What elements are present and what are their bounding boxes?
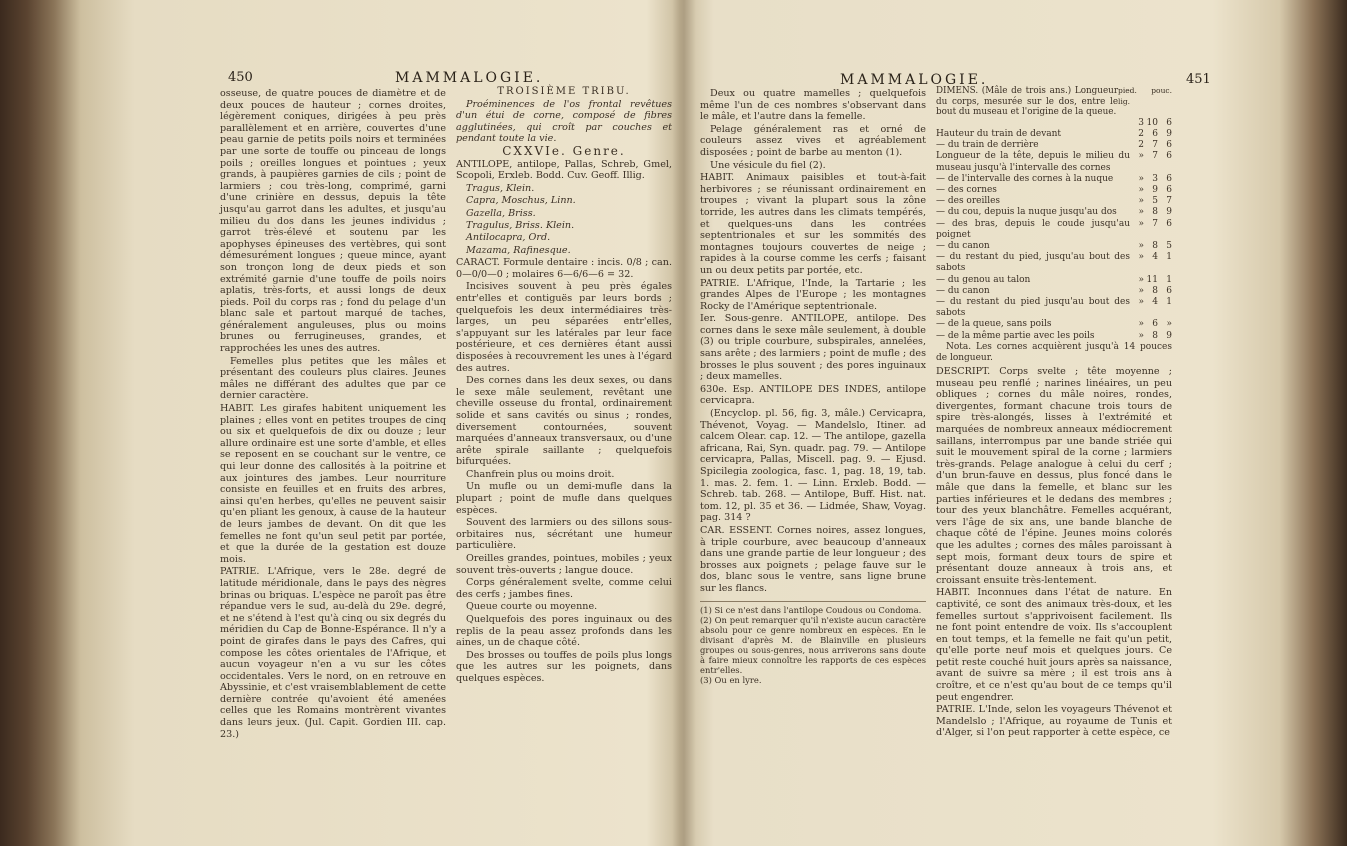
right-page [690, 20, 1250, 832]
paragraph: CARACT. Formule dentaire : incis. 0/8 ; can. 0—0/0—0 ; molaires 6—6/6—6 = 32. [456, 257, 672, 280]
left-column-1 [220, 88, 446, 741]
synonym: Mazama, Rafinesque. [466, 244, 571, 256]
measurement-inches: 7 [1152, 151, 1158, 162]
measurement-lines: 1 [1166, 252, 1172, 263]
measurement-label: — des bras, depuis le coude jusqu'au poignet [936, 218, 1130, 240]
nota: Nota. Les cornes acquièrent jusqu'à 14 pouces de longueur. [936, 341, 1172, 364]
measurement-row [936, 331, 1172, 342]
measurement-feet: 2 [1138, 140, 1144, 151]
measurement-feet: » [1138, 274, 1144, 285]
measurement-feet: » [1138, 330, 1144, 341]
measurement-inches: 4 [1152, 252, 1158, 263]
measurement-feet: » [1138, 207, 1144, 218]
measurement-feet: » [1138, 218, 1144, 229]
measurement-label: — du canon [936, 285, 990, 296]
measurement-row [936, 219, 1172, 241]
measurement-label: — du canon [936, 241, 990, 252]
tribe-heading: TROISIÈME TRIBU. [497, 86, 631, 97]
paragraph: CAR. ESSENT. Cornes noires, assez longues, à triple courbure, avec beaucoup d'anneaux dans une grande partie de leur longueur ; des brosses aux poignets ; pelage fauve sur le dos, blanc sous le ventre, sans ligne brune sur les flancs. [700, 524, 926, 594]
measurement-inches: 8 [1152, 241, 1158, 252]
measurement-feet: » [1138, 252, 1144, 263]
measurement-label: — du restant du pied, jusqu'au bout des sabots [936, 252, 1130, 274]
measurement-inches: 6 [1152, 128, 1158, 139]
measurement-lines: 1 [1166, 297, 1172, 308]
measurement-row [936, 151, 1172, 173]
measurement-inches: 7 [1152, 140, 1158, 151]
measurement-inches: 7 [1152, 218, 1158, 229]
paragraph: Deux ou quatre mamelles ; quelquefois même l'un de ces nombres s'observant dans le mâle, et l'autre dans la femelle. [700, 88, 926, 123]
measurement-inches: 10 [1146, 117, 1158, 128]
measurement-inches: 11 [1146, 274, 1158, 285]
synonym: Antilocapra, Ord. [466, 232, 551, 244]
right-column-1 [700, 88, 926, 685]
tribe-description: Proéminences de l'os frontal revêtues d'un étui de corne, composé de fibres agglutinées, qui croît par couches et pendant toute la vie. [456, 98, 672, 145]
measurement-lines: 7 [1166, 196, 1172, 207]
measurement-inches: 8 [1152, 207, 1158, 218]
measurement-label: Longueur de la tête, depuis le milieu du museau jusqu'à l'intervalle des cornes [936, 151, 1130, 173]
measurement-label [936, 118, 1130, 129]
measurement-label: — de l'intervalle des cornes à la nuque [936, 173, 1114, 184]
measurement-lines: 6 [1166, 185, 1172, 195]
measurement-inches: 3 [1152, 173, 1158, 184]
measurement-label: — du genou au talon [936, 274, 1031, 285]
measurement-row [936, 207, 1172, 218]
measurement-row [936, 129, 1172, 140]
measurement-label: — du train de derrière [936, 140, 1039, 151]
measurement-lines: 6 [1166, 218, 1172, 229]
measurement-row [936, 185, 1172, 196]
measurement-row [936, 118, 1172, 129]
measurement-lines: 9 [1166, 207, 1172, 218]
measurement-row [936, 252, 1172, 274]
measurement-feet: » [1138, 185, 1144, 195]
measurement-feet: 2 [1138, 128, 1144, 139]
synonym: Tragulus, Briss. Klein. [466, 219, 575, 231]
paragraph: HABIT. Animaux paisibles et tout-à-fait herbivores ; se réunissant ordinairement en troupes ; vivant la plupart sous la zône torride, les autres dans les climats tempérés, et quelques-uns dans les contrées septentrionales et sur les sommités des montagnes toujours couvertes de neige ; rapides à la course comme les cerfs ; faisant un ou deux petits par portée, etc. [700, 172, 926, 276]
measurement-label: — des cornes [936, 185, 997, 195]
measurement-lines: 1 [1166, 274, 1172, 285]
measurement-feet: 3 [1138, 117, 1144, 128]
paragraph: DESCRIPT. Corps svelte ; tête moyenne ; museau peu renflé ; narines linéaires, un peu obliques ; cornes du mâle noires, rondes, divergentes, formant chacune trois tours de spire très-alongés, lisses à l'extrémité et marquées de nombreux anneaux médiocrement saillans, interrompus par une bande striée qui suit le mouvement spiral de la corne ; larmiers très-grands. Pelage analogue à celui du cerf ; d'un brun-fauve en dessus, plus foncé dans le mâle que dans la femelle, et blanc sur les parties inférieures et le dedans des membres ; tour des yeux blanchâtre. Femelles acquérant, vers l'âge de six ans, une bande blanche de chaque côté de l'épine. Jeunes moins colorés que les adultes ; cornes des mâles paroissant à sept mois, formant deux tours de spire et présentant douze anneaux à trois ans, et croissant ensuite très-lentement. [936, 366, 1172, 586]
measurement-lines: 6 [1166, 140, 1172, 151]
measurement-lines: 6 [1166, 151, 1172, 162]
paragraph: osseuse, de quatre pouces de diamètre et de deux pouces de hauteur ; cornes droites, légèrement coniques, dirigées à peu près parallèlement et en arrière, couvertes d'une peau garnie de petits poils noirs et terminées par une sorte de touffe ou pinceau de longs poils ; oreilles longues et pointues ; yeux grands, à paupières garnies de cils ; point de larmiers ; cou très-long, comprimé, garni d'une crinière en dessus, depuis la tête jusqu'au garrot dans les adultes, et jusqu'au milieu du dos dans les jeunes individus ; garrot très-élevé et soutenu par les apophyses épineuses des vertèbres, qui sont démesurément longues ; queue mince, ayant son tronçon long de deux pieds et son extrémité garnie d'une touffe de poils noirs aplatis, très-forts, et aussi longs de deux pieds. Poil du corps ras ; fond du pelage d'un blanc sale et partout marqué de taches, généralement anguleuses, plus ou moins brunes ou ferrugineuses, grandes, et rapprochées les unes des autres. [220, 88, 446, 355]
measurement-inches: 5 [1152, 196, 1158, 207]
genus-heading: CXXVIe. Genre. [502, 143, 626, 158]
dimensions-units: pied. pouc. lig. [1118, 86, 1172, 106]
measurement-lines: 5 [1166, 241, 1172, 252]
paragraph: Oreilles grandes, pointues, mobiles ; yeux souvent très-ouverts ; langue douce. [456, 553, 672, 576]
running-head-left: MAMMALOGIE. [395, 70, 544, 86]
page-number-left: 450 [228, 70, 253, 85]
measurement-label: — du restant du pied jusqu'au bout des sabots [936, 297, 1130, 319]
right-column-2 [936, 86, 1172, 740]
measurement-label: — du cou, depuis la nuque jusqu'au dos [936, 207, 1117, 218]
measurement-inches: 6 [1152, 319, 1158, 330]
measurement-row [936, 196, 1172, 207]
paragraph: Une vésicule du fiel (2). [710, 159, 826, 171]
paragraph: PATRIE. L'Inde, selon les voyageurs Thévenot et Mandelslo ; l'Afrique, au royaume de Tunis et d'Alger, si l'on peut rapporter à cette espèce, ce [936, 704, 1172, 739]
synonym: Gazella, Briss. [466, 207, 536, 219]
genus-header: ANTILOPE, antilope, Pallas, Schreb, Gmel, Scopoli, Erxleb. Bodd. Cuv. Geoff. Illig. [456, 158, 672, 182]
paragraph: Incisives souvent à peu près égales entr'elles et contiguës par leurs bords ; quelquefois les deux intermédiaires très-larges, un peu séparées entr'elles, s'appuyant sur les latérales par leur face postérieure, et ces dernières étant aussi disposées à recouvrement les unes à l'égard des autres. [456, 281, 672, 374]
running-head-right: MAMMALOGIE. [840, 72, 989, 88]
synonym: Tragus, Klein. [466, 182, 535, 194]
paragraph: Pelage généralement ras et orné de couleurs assez vives et agréablement disposées ; point de barbe au menton (1). [700, 123, 926, 158]
paragraph: HABIT. Inconnues dans l'état de nature. En captivité, ce sont des animaux très-doux, et les femelles surtout s'apprivoisent facilement. Ils ne font point entendre de voix. Ils s'accouplent en tout temps, et la femelle ne fait qu'un petit, qu'elle porte neuf mois et quelques jours. Ce petit reste couché huit jours après sa naissance, avant de suivre sa mère ; il est trois ans à croître, et ce n'est qu'au bout de ce temps qu'il peut engendrer. [936, 587, 1172, 703]
measurements-table [936, 118, 1172, 342]
measurement-row [936, 286, 1172, 297]
measurement-row [936, 297, 1172, 319]
paragraph: Femelles plus petites que les mâles et présentant des couleurs plus claires. Jeunes mâles ne différant des adultes que par ce dernier caractère. [220, 355, 446, 402]
measurement-row [936, 319, 1172, 330]
species-heading: 630e. Esp. ANTILOPE DES INDES, antilope cervicapra. [700, 383, 926, 407]
footnote: (2) On peut remarquer qu'il n'existe aucun caractère absolu pour ce genre nombreux en espèces. En le divisant d'après M. de Blainville en plusieurs groupes ou sous-genres, nous arriverons sans doute à faire mieux connoître les rapports de ces espèces entr'elles. [700, 614, 926, 675]
paragraph: Corps généralement svelte, comme celui des cerfs ; jambes fines. [456, 577, 672, 600]
synonym-list [466, 183, 672, 257]
measurement-label: Hauteur du train de devant [936, 128, 1062, 139]
paragraph: Queue courte ou moyenne. [466, 601, 598, 613]
measurement-lines: 6 [1166, 117, 1172, 128]
paragraph: Chanfrein plus ou moins droit. [466, 468, 615, 480]
measurement-lines: 6 [1166, 173, 1172, 184]
measurement-row [936, 275, 1172, 286]
paragraph: Souvent des larmiers ou des sillons sous-orbitaires nus, sécrétant une humeur particulière. [456, 517, 672, 552]
measurement-lines: » [1166, 319, 1172, 330]
paragraph: PATRIE. L'Afrique, l'Inde, la Tartarie ; les grandes Alpes de l'Europe ; les montagnes Rocky de l'Amérique septentrionale. [700, 277, 926, 312]
measurement-row [936, 174, 1172, 185]
measurement-feet: » [1138, 241, 1144, 252]
paragraph: (Encyclop. pl. 56, fig. 3, mâle.) Cervicapra, Thévenot, Voyag. — Mandelslo, Itiner. ad calcem Olear. cap. 12. — The antilope, gazella africana, Rai, Syn. quadr. pag. 79. — Antilope cervicapra, Pallas, Miscell. pag. 9. — Ejusd. Spicilegia zoologica, fasc. 1, pag. 18, 19, tab. 1. mas. 2. fem. 1. — Linn. Erxleb. Bodd. — Schreb. tab. 268. — Antilope, Buff. Hist. nat. tom. 12, pl. 35 et 36. — Lidmée, Shaw, Voyag. pag. 314 ? [700, 408, 926, 524]
paragraph: Un mufle ou un demi-mufle dans la plupart ; point de mufle dans quelques espèces. [456, 481, 672, 516]
dimensions-header [936, 86, 1172, 118]
measurement-row [936, 241, 1172, 252]
page-number-right: 451 [1186, 72, 1211, 87]
measurement-lines: 9 [1166, 330, 1172, 341]
measurement-label: — de la queue, sans poils [936, 319, 1052, 330]
measurement-label: — des oreilles [936, 196, 1001, 207]
measurement-lines: 6 [1166, 285, 1172, 296]
measurement-feet: » [1138, 173, 1144, 184]
measurement-feet: » [1138, 151, 1144, 162]
measurement-inches: 4 [1152, 297, 1158, 308]
paragraph: HABIT. Les girafes habitent uniquement les plaines ; elles vont en petites troupes de cinq ou six et quelquefois de dix ou douze ; leur allure ordinaire est une sorte d'amble, et elles se reposent en se couchant sur le ventre, ce qui leur donne des callosités à la poitrine et aux jointures des jambes. Leur nourriture consiste en feuilles et en fruits des arbres, ainsi qu'en herbes, qu'elles ne peuvent saisir qu'en pliant les genoux, à cause de la hauteur de leurs jambes de devant. On dit que les femelles ne font qu'un seul petit par portée, et que la durée de la gestation est douze mois. [220, 403, 446, 565]
measurement-inches: 8 [1152, 285, 1158, 296]
left-column-2 [456, 86, 672, 686]
paragraph: Ier. Sous-genre. ANTILOPE, antilope. Des cornes dans le sexe mâle seulement, à double (3) ou triple courbure, subspirales, annelées, sans arête ; des larmiers ; point de mufle ; des brosses le plus souvent ; des pores inguinaux ; deux mamelles. [700, 313, 926, 383]
paragraph: Des cornes dans les deux sexes, ou dans le sexe mâle seulement, revêtant une cheville osseuse du frontal, ordinairement solide et sans cavités ou sinus ; rondes, diversement contournées, souvent marquées d'anneaux transversaux, ou d'une arête spirale saillante ; quelquefois bifurquées. [456, 375, 672, 468]
paragraph: Des brosses ou touffes de poils plus longs que les autres sur les poignets, dans quelques espèces. [456, 649, 672, 684]
measurement-feet: » [1138, 196, 1144, 207]
footnote: (3) Ou en lyre. [700, 674, 762, 685]
paragraph: PATRIE. L'Afrique, vers le 28e. degré de latitude méridionale, dans le pays des nègres brinas ou briquas. L'espèce ne paroît pas être répandue vers le sud, au-delà du 29e. degré, et ne s'étend à l'est qu'à cinq ou six degrés du méridien du Cap de Bonne-Espérance. Il n'y a point de girafes dans le pays des Cafres, qui compose les côtes orientales de l'Afrique, et aucun voyageur n'en a vu sur les côtes occidentales. Vers le nord, on en retrouve en Abyssinie, et c'est vraisemblablement de cette dernière contrée qu'avoient été amenées celles que les Romains montrèrent vivantes dans leurs jeux. (Jul. Capit. Gordien III. cap. 23.) [220, 566, 447, 740]
paragraph: Quelquefois des pores inguinaux ou des replis de la peau assez profonds dans les aines, un de chaque côté. [456, 614, 672, 649]
measurement-row [936, 140, 1172, 151]
measurement-inches: 8 [1152, 330, 1158, 341]
left-page [120, 20, 680, 832]
footnote: (1) Si ce n'est dans l'antilope Coudous ou Condoma. [700, 604, 922, 615]
dimensions-title: DIMENS. (Mâle de trois ans.) Longueur du corps, mesurée sur le dos, entre le bout du museau et l'origine de la queue. [936, 86, 1119, 118]
measurement-lines: 9 [1166, 128, 1172, 139]
measurement-label: — de la même partie avec les poils [936, 330, 1095, 341]
synonym: Capra, Moschus, Linn. [466, 195, 576, 207]
measurement-feet: » [1138, 285, 1144, 296]
measurement-feet: » [1138, 319, 1144, 330]
measurement-feet: » [1138, 297, 1144, 308]
footnotes [700, 601, 926, 685]
measurement-inches: 9 [1152, 185, 1158, 195]
